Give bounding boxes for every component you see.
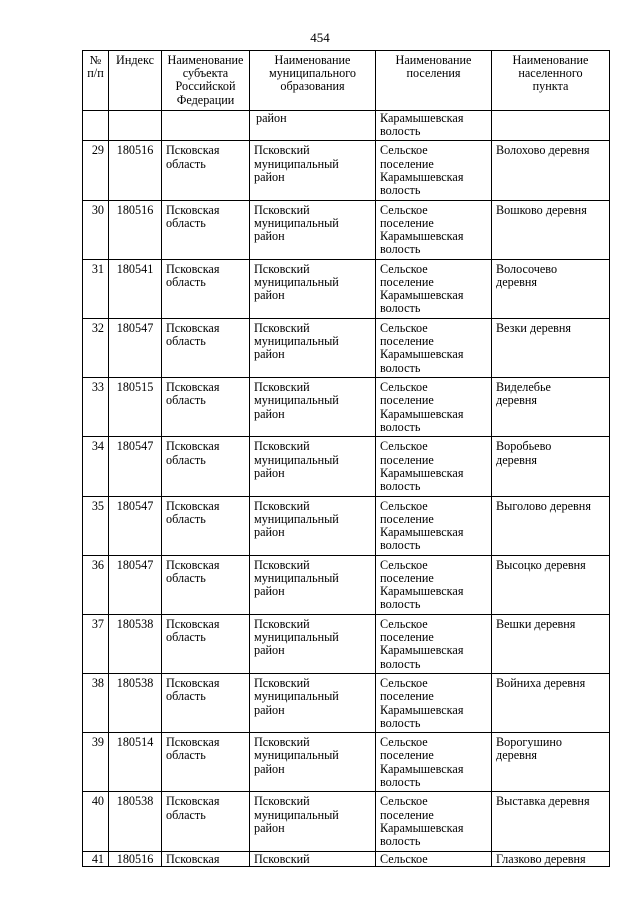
table-row	[83, 378, 610, 437]
cell-municipality: район	[250, 111, 376, 141]
cell-number: 37	[83, 614, 109, 673]
cell-municipality: Псковский	[250, 851, 376, 866]
settlements-table	[82, 50, 610, 867]
table-row-continuation	[83, 111, 610, 141]
cell-locality: Глазково деревня	[492, 851, 610, 866]
cell-municipality: Псковский муниципальный район	[250, 674, 376, 733]
header-settlement: Наименование поселения	[376, 51, 492, 111]
cell-settlement: Сельское поселение Карамышевская волость	[376, 792, 492, 851]
cell-index: 180541	[109, 259, 162, 318]
cell-index	[109, 111, 162, 141]
cell-index: 180547	[109, 318, 162, 377]
cell-municipality: Псковский муниципальный район	[250, 437, 376, 496]
header-locality: Наименование населенного пункта	[492, 51, 610, 111]
cell-locality: Везки деревня	[492, 318, 610, 377]
table-row	[83, 318, 610, 377]
cell-locality: Вешки деревня	[492, 614, 610, 673]
cell-subject: Псковская область	[162, 259, 250, 318]
cell-municipality: Псковский муниципальный район	[250, 378, 376, 437]
cell-settlement: Сельское поселение Карамышевская волость	[376, 733, 492, 792]
table-header-row	[83, 51, 610, 111]
cell-number: 34	[83, 437, 109, 496]
cell-number: 31	[83, 259, 109, 318]
cell-locality: Виделебье деревня	[492, 378, 610, 437]
cell-number: 36	[83, 555, 109, 614]
cell-settlement: Сельское поселение Карамышевская волость	[376, 200, 492, 259]
cell-locality: Выголово деревня	[492, 496, 610, 555]
cell-settlement: Сельское поселение Карамышевская волость	[376, 259, 492, 318]
table-row	[83, 614, 610, 673]
cell-settlement: Сельское поселение Карамышевская волость	[376, 437, 492, 496]
cell-settlement: Сельское	[376, 851, 492, 866]
cell-locality: Волосочево деревня	[492, 259, 610, 318]
cell-locality: Вошково деревня	[492, 200, 610, 259]
cell-index: 180547	[109, 437, 162, 496]
table-row	[83, 733, 610, 792]
cell-subject: Псковская	[162, 851, 250, 866]
header-number: № п/п	[83, 51, 109, 111]
cell-subject: Псковская область	[162, 614, 250, 673]
cell-municipality: Псковский муниципальный район	[250, 614, 376, 673]
table-row	[83, 200, 610, 259]
cell-number	[83, 111, 109, 141]
cell-index: 180538	[109, 614, 162, 673]
cell-number: 29	[83, 141, 109, 200]
cell-municipality: Псковский муниципальный район	[250, 200, 376, 259]
cell-settlement: Сельское поселение Карамышевская волость	[376, 614, 492, 673]
cell-subject: Псковская область	[162, 318, 250, 377]
cell-locality	[492, 111, 610, 141]
cell-settlement: Сельское поселение Карамышевская волость	[376, 378, 492, 437]
cell-index: 180516	[109, 200, 162, 259]
cell-index: 180547	[109, 555, 162, 614]
cell-locality: Воробьево деревня	[492, 437, 610, 496]
cell-municipality: Псковский муниципальный район	[250, 496, 376, 555]
cell-index: 180538	[109, 792, 162, 851]
header-subject: Наименование субъекта Российской Федерации	[162, 51, 250, 111]
cell-subject: Псковская область	[162, 792, 250, 851]
cell-settlement: Сельское поселение Карамышевская волость	[376, 496, 492, 555]
cell-subject	[162, 111, 250, 141]
table-row	[83, 674, 610, 733]
header-municipality: Наименование муниципального образования	[250, 51, 376, 111]
cell-settlement: Сельское поселение Карамышевская волость	[376, 318, 492, 377]
cell-municipality: Псковский муниципальный район	[250, 792, 376, 851]
cell-number: 39	[83, 733, 109, 792]
cell-subject: Псковская область	[162, 496, 250, 555]
cell-settlement: Карамышевская волость	[376, 111, 492, 141]
table-row	[83, 496, 610, 555]
cell-number: 38	[83, 674, 109, 733]
cell-locality: Выставка деревня	[492, 792, 610, 851]
cell-number: 35	[83, 496, 109, 555]
cell-index: 180514	[109, 733, 162, 792]
cell-index: 180516	[109, 141, 162, 200]
cell-municipality: Псковский муниципальный район	[250, 259, 376, 318]
cell-subject: Псковская область	[162, 437, 250, 496]
cell-settlement: Сельское поселение Карамышевская волость	[376, 141, 492, 200]
cell-number: 32	[83, 318, 109, 377]
cell-index: 180516	[109, 851, 162, 866]
cell-municipality: Псковский муниципальный район	[250, 318, 376, 377]
cell-municipality: Псковский муниципальный район	[250, 733, 376, 792]
table-row	[83, 141, 610, 200]
cell-number: 41	[83, 851, 109, 866]
cell-locality: Ворогушино деревня	[492, 733, 610, 792]
cell-municipality: Псковский муниципальный район	[250, 141, 376, 200]
cell-number: 33	[83, 378, 109, 437]
cell-subject: Псковская область	[162, 733, 250, 792]
cell-locality: Волохово деревня	[492, 141, 610, 200]
header-index: Индекс	[109, 51, 162, 111]
cell-settlement: Сельское поселение Карамышевская волость	[376, 674, 492, 733]
cell-municipality: Псковский муниципальный район	[250, 555, 376, 614]
cell-index: 180515	[109, 378, 162, 437]
table-row	[83, 851, 610, 866]
cell-index: 180538	[109, 674, 162, 733]
cell-subject: Псковская область	[162, 674, 250, 733]
cell-settlement: Сельское поселение Карамышевская волость	[376, 555, 492, 614]
cell-number: 40	[83, 792, 109, 851]
table-row	[83, 555, 610, 614]
cell-subject: Псковская область	[162, 200, 250, 259]
cell-number: 30	[83, 200, 109, 259]
cell-subject: Псковская область	[162, 378, 250, 437]
cell-locality: Войниха деревня	[492, 674, 610, 733]
table-row	[83, 259, 610, 318]
table-row	[83, 792, 610, 851]
cell-locality: Высоцко деревня	[492, 555, 610, 614]
cell-index: 180547	[109, 496, 162, 555]
table-row	[83, 437, 610, 496]
page-number: 454	[310, 30, 330, 45]
cell-subject: Псковская область	[162, 141, 250, 200]
cell-subject: Псковская область	[162, 555, 250, 614]
